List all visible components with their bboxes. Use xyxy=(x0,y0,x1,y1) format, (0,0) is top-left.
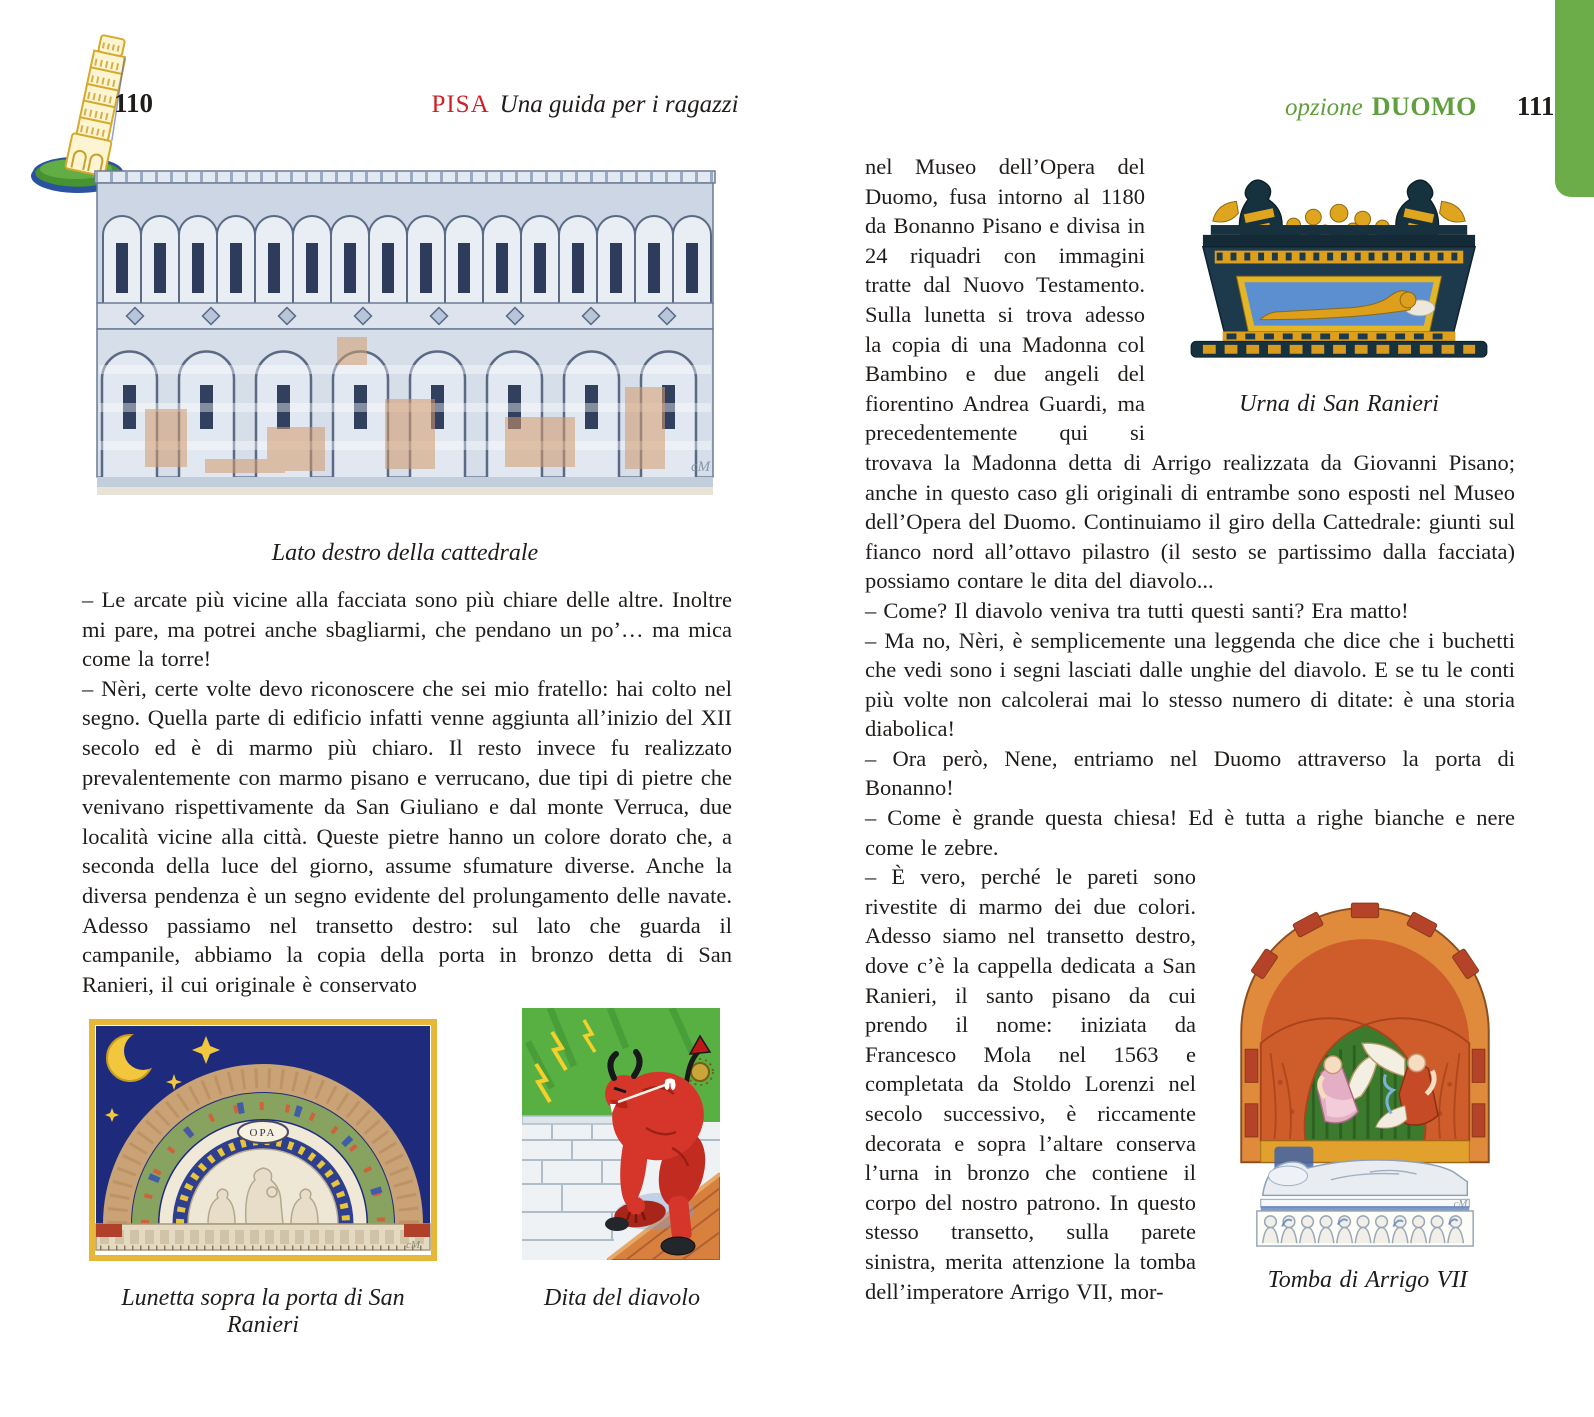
paragraph: – Le arcate più vicine alla facciata sono più chiare delle altre. Inoltre mi pare, ma potrei anche sbagliarmi, che pendano un po’… ma mica come la torre! xyxy=(82,587,732,672)
section-color-tab xyxy=(1555,0,1594,197)
devil-drawing xyxy=(522,1008,720,1260)
cathedral-side-illustration xyxy=(85,158,725,567)
tomb-caption: Tomba di Arrigo VII xyxy=(1267,1266,1468,1293)
header-section-prefix: opzione xyxy=(1285,94,1363,121)
running-header-right xyxy=(1285,91,1554,122)
paragraph: – È vero, perché le pareti sono rivestite di marmo dei due colori. Adesso siamo nel transetto destro, dove c’è la cappella dedicata a San Ranieri, il santo pisano da cui prendo il nome: iniziata da Francesco Mola nel 1563 e completata da Stoldo Lorenzi nel secolo successivo, è riccamente decorata e sopra l’altare conserva l’urna in bronzo che contiene il corpo del nostro patrono. In questo stesso transetto, sulla parete sinistra, merita attenzione la tomba dell’imperatore Arrigo VII, mor- xyxy=(865,864,1196,1304)
devil-illustration xyxy=(522,1008,722,1312)
tomb-drawing xyxy=(1220,868,1510,1248)
paragraph: – Come? Il diavolo veniva tra tutti questi santi? Era matto! xyxy=(865,597,1409,623)
urn-caption: Urna di San Ranieri xyxy=(1239,390,1439,417)
paragraph: – Ma no, Nèri, è semplicemente una leggenda che dice che i buchetti che vedi sono i segni lasciati dalle unghie del diavolo. E se tu le conti più volte non calcolerai mai lo stesso numero di ditate: è una storia diabolica! xyxy=(865,627,1515,742)
page-number-left: 110 xyxy=(114,88,154,118)
urn-drawing xyxy=(1163,156,1515,368)
artist-signature: cM xyxy=(691,459,711,475)
page-number-right: 111 xyxy=(1516,91,1555,121)
paragraph: – Come è grande questa chiesa! Ed è tutta a righe bianche e nere come le zebre. xyxy=(865,805,1515,860)
header-brand: PISA xyxy=(431,91,490,118)
paragraph: nel Museo dell’Opera del Duomo, fusa intorno al 1180 da Bonanno Pisano e divisa in 24 riquadri con immagini tratte dal Nuovo Testamento. Sulla lunetta si trova adesso la copia di una Madonna col Bambino e due angeli del fiorentino Andrea Guardi, ma precedentemente qui si trovava la Madonna detta di Arrigo realizzata da Giovanni Pisano; anche in questo caso gli originali di entrambe sono esposti nel Museo dell’Opera del Duomo. Continuiamo il giro della Cattedrale: giunti sul fianco nord all’ottavo pilastro (il sesto se partissimo dalla facciata) possiamo contare le dita del diavolo... xyxy=(865,154,1515,594)
tomb-illustration xyxy=(1220,868,1515,1295)
paragraph: – Nèri, certe volte devo riconoscere che sei mio fratello: hai colto nel segno. Quella parte di edificio infatti venne aggiunta all’inizio del XII secolo ed è di marmo più chiaro. Il resto invece fu realizzato prevalentemente con marmo pisano e verrucano, due tipi di pietre che venivano rispettivamente da San Giuliano e dal monte Verruca, due località vicine alla città. Queste pietre hanno un colore dorato che, a seconda della luce del giorno, assume sfumature diverse. Anche la diversa pendenza è un segno evidente del prolungamento delle navate. Adesso passiamo nel transetto destro: sul lato che guarda il campanile, abbiamo la copia della porta in bronzo detta di San Ranieri, il cui originale è conservato xyxy=(82,675,732,997)
lunetta-plaque-text: OPA xyxy=(249,1127,277,1139)
cathedral-illustration-drawing xyxy=(85,158,725,505)
artist-signature: cM xyxy=(406,1239,421,1251)
lunetta-illustration xyxy=(88,1018,438,1339)
lunetta-caption: Lunetta sopra la porta di San Ranieri xyxy=(121,1285,405,1338)
lunetta-drawing xyxy=(88,1018,438,1262)
left-page-text-column xyxy=(82,585,732,999)
right-page-text-column xyxy=(865,152,1515,1306)
header-section-name: DUOMO xyxy=(1371,92,1477,121)
paragraph: – Ora però, Nene, entriamo nel Duomo attraverso la porta di Bonanno! xyxy=(865,745,1515,801)
header-subtitle: Una guida per i ragazzi xyxy=(499,91,739,118)
cathedral-caption: Lato destro della cattedrale xyxy=(271,540,539,566)
urn-illustration xyxy=(1163,156,1515,419)
running-header-left xyxy=(420,91,750,119)
devil-caption: Dita del diavolo xyxy=(544,1285,700,1311)
artist-signature: cM xyxy=(1453,1198,1468,1211)
